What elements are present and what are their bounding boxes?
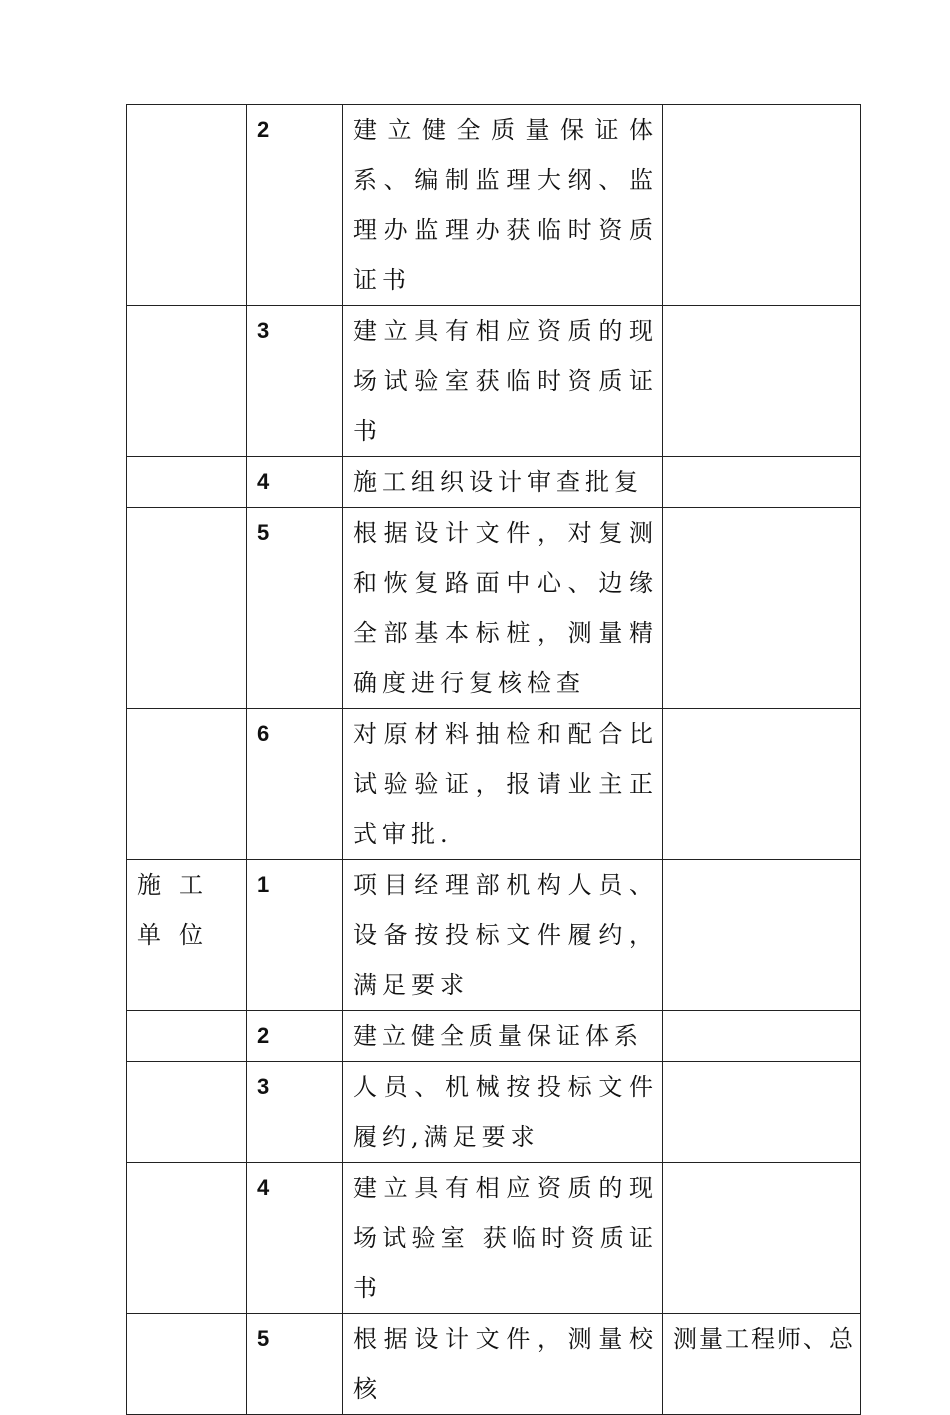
table-row <box>127 1163 861 1314</box>
item-description: 建立健全质量保证体系 <box>343 1011 663 1062</box>
responsible-cell <box>663 306 861 457</box>
table-row <box>127 1011 861 1062</box>
table-row <box>127 709 861 860</box>
unit-cell: 施工单位 <box>127 860 247 1011</box>
item-number: 6 <box>247 709 343 860</box>
table-row <box>127 1314 861 1415</box>
unit-cell <box>127 508 247 709</box>
item-description: 建立具有相应资质的现场试验室 获临时资质证书 <box>343 1163 663 1314</box>
item-number: 2 <box>247 105 343 306</box>
responsible-cell: 测量工程师、总 <box>663 1314 861 1415</box>
unit-cell <box>127 1163 247 1314</box>
inspection-table <box>126 104 861 1415</box>
table-row <box>127 508 861 709</box>
item-number: 3 <box>247 306 343 457</box>
table-row <box>127 860 861 1011</box>
responsible-cell <box>663 105 861 306</box>
item-number: 5 <box>247 508 343 709</box>
item-description: 施工组织设计审查批复 <box>343 457 663 508</box>
item-description: 建立具有相应资质的现场试验室获临时资质证书 <box>343 306 663 457</box>
item-description: 根据设计文件，测量校核 <box>343 1314 663 1415</box>
item-number: 4 <box>247 1163 343 1314</box>
item-description: 对原材料抽检和配合比试验验证，报请业主正式审批. <box>343 709 663 860</box>
item-number: 2 <box>247 1011 343 1062</box>
unit-cell <box>127 1062 247 1163</box>
item-number: 1 <box>247 860 343 1011</box>
responsible-cell <box>663 457 861 508</box>
unit-cell <box>127 457 247 508</box>
responsible-cell <box>663 709 861 860</box>
unit-cell <box>127 709 247 860</box>
responsible-cell <box>663 860 861 1011</box>
table-row <box>127 457 861 508</box>
unit-cell <box>127 1314 247 1415</box>
responsible-cell <box>663 1062 861 1163</box>
item-description: 人员、机械按投标文件履约,满足要求 <box>343 1062 663 1163</box>
item-number: 5 <box>247 1314 343 1415</box>
item-description: 建立健全质量保证体系、编制监理大纲、监理办监理办获临时资质证书 <box>343 105 663 306</box>
responsible-cell <box>663 1163 861 1314</box>
unit-cell <box>127 306 247 457</box>
table-row <box>127 1062 861 1163</box>
item-description: 根据设计文件，对复测和恢复路面中心、边缘全部基本标桩，测量精确度进行复核检查 <box>343 508 663 709</box>
table-row <box>127 105 861 306</box>
responsible-cell <box>663 1011 861 1062</box>
item-description: 项目经理部机构人员、设备按投标文件履约，满足要求 <box>343 860 663 1011</box>
item-number: 4 <box>247 457 343 508</box>
responsible-cell <box>663 508 861 709</box>
unit-cell <box>127 1011 247 1062</box>
table-row <box>127 306 861 457</box>
unit-cell <box>127 105 247 306</box>
item-number: 3 <box>247 1062 343 1163</box>
